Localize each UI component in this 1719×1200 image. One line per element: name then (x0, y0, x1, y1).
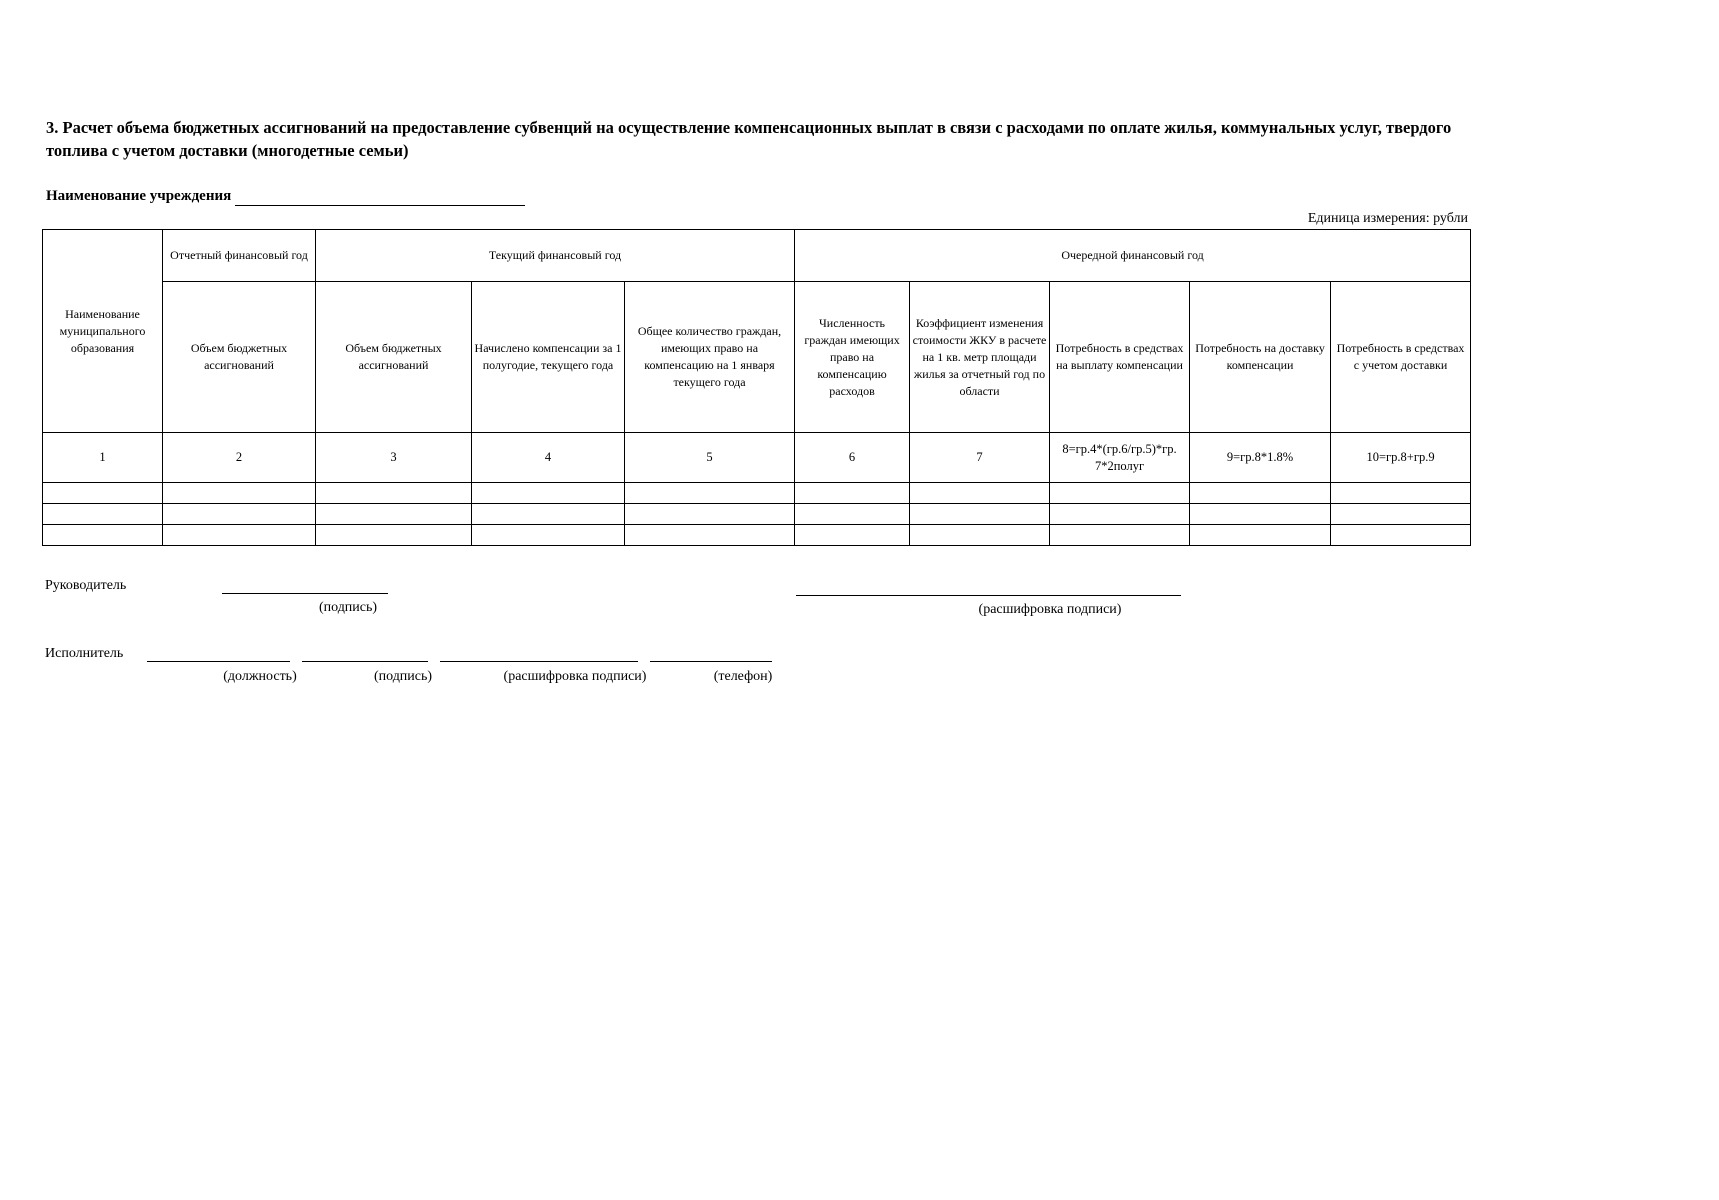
table-cell[interactable] (1331, 525, 1471, 546)
header-col-5: Общее количество граждан, имеющих право на компенсацию на 1 января текущего года (625, 282, 795, 433)
header-col-8: Потребность в средствах на выплату компенсации (1050, 282, 1190, 433)
table-cell[interactable] (910, 504, 1050, 525)
institution-name-label: Наименование учреждения (46, 188, 232, 204)
column-number: 8=гр.4*(гр.6/гр.5)*гр. 7*2полуг (1050, 433, 1190, 483)
table-cell[interactable] (163, 525, 316, 546)
executor-decode-caption: (расшифровка подписи) (503, 669, 647, 684)
header-col-7: Коэффициент изменения стоимости ЖКУ в расчете на 1 кв. метр площади жилья за отчетный год по области (910, 282, 1050, 433)
page-title: 3. Расчет объема бюджетных ассигнований на предоставление субвенций на осуществление компенсационных выплат в связи с расходами по оплате жилья, коммунальных услуг, твердого топлива с учетом доставки (многодетные семьи) (46, 118, 1452, 160)
header-group-row (43, 230, 1471, 282)
table-cell[interactable] (795, 504, 910, 525)
institution-name-field (46, 186, 525, 206)
executor-position-caption: (должность) (223, 669, 297, 684)
column-number: 7 (910, 433, 1050, 483)
table-cell[interactable] (1050, 483, 1190, 504)
table-cell[interactable] (625, 504, 795, 525)
table-cell[interactable] (163, 483, 316, 504)
header-col-6: Численность граждан имеющих право на компенсацию расходов (795, 282, 910, 433)
executor-phone-line[interactable] (650, 661, 772, 662)
head-signature-line[interactable] (222, 593, 388, 594)
executor-signature-line[interactable] (302, 661, 428, 662)
table-row (43, 504, 1471, 525)
table-cell[interactable] (625, 483, 795, 504)
table-cell[interactable] (43, 483, 163, 504)
table-cell[interactable] (472, 483, 625, 504)
table-cell[interactable] (1050, 525, 1190, 546)
header-col-9: Потребность на доставку компенсации (1190, 282, 1331, 433)
column-number: 4 (472, 433, 625, 483)
head-signature-caption: (подпись) (318, 600, 378, 615)
table-cell[interactable] (1190, 504, 1331, 525)
table-row (43, 525, 1471, 546)
column-number: 2 (163, 433, 316, 483)
executor-signature-caption: (подпись) (373, 669, 433, 684)
column-number: 1 (43, 433, 163, 483)
budget-calculation-table (42, 229, 1471, 546)
header-municipality: Наименование муниципального образования (43, 230, 163, 433)
table-cell[interactable] (1050, 504, 1190, 525)
column-number: 9=гр.8*1.8% (1190, 433, 1331, 483)
executor-phone-caption: (телефон) (713, 669, 773, 684)
table-cell[interactable] (43, 525, 163, 546)
table-cell[interactable] (1331, 483, 1471, 504)
header-col-4: Начислено компенсации за 1 полугодие, текущего года (472, 282, 625, 433)
column-number: 10=гр.8+гр.9 (1331, 433, 1471, 483)
header-col-2: Объем бюджетных ассигнований (163, 282, 316, 433)
header-col-10: Потребность в средствах с учетом доставки (1331, 282, 1471, 433)
column-number: 3 (316, 433, 472, 483)
table-cell[interactable] (43, 504, 163, 525)
head-label: Руководитель (45, 578, 127, 593)
units-label: Единица измерения: рубли (1307, 211, 1468, 226)
table-cell[interactable] (163, 504, 316, 525)
table-row (43, 483, 1471, 504)
table-cell[interactable] (625, 525, 795, 546)
header-group-next-year: Очередной финансовый год (795, 230, 1471, 282)
table-cell[interactable] (910, 483, 1050, 504)
table-cell[interactable] (1331, 504, 1471, 525)
column-number: 6 (795, 433, 910, 483)
header-col-3: Объем бюджетных ассигнований (316, 282, 472, 433)
table-cell[interactable] (316, 483, 472, 504)
column-number: 5 (625, 433, 795, 483)
table-cell[interactable] (316, 525, 472, 546)
table-cell[interactable] (1190, 525, 1331, 546)
executor-label: Исполнитель (45, 646, 124, 661)
table-cell[interactable] (910, 525, 1050, 546)
executor-decode-line[interactable] (440, 661, 638, 662)
table-cell[interactable] (472, 504, 625, 525)
column-number-row (43, 433, 1471, 483)
head-decode-caption: (расшифровка подписи) (978, 602, 1122, 617)
table-cell[interactable] (795, 483, 910, 504)
head-decode-line[interactable] (796, 595, 1181, 596)
institution-name-blank[interactable] (235, 189, 525, 206)
header-column-row (43, 282, 1471, 433)
table-cell[interactable] (316, 504, 472, 525)
table-cell[interactable] (472, 525, 625, 546)
table-cell[interactable] (795, 525, 910, 546)
executor-position-line[interactable] (147, 661, 290, 662)
header-group-current-year: Текущий финансовый год (316, 230, 795, 282)
table-cell[interactable] (1190, 483, 1331, 504)
header-group-report-year: Отчетный финансовый год (163, 230, 316, 282)
